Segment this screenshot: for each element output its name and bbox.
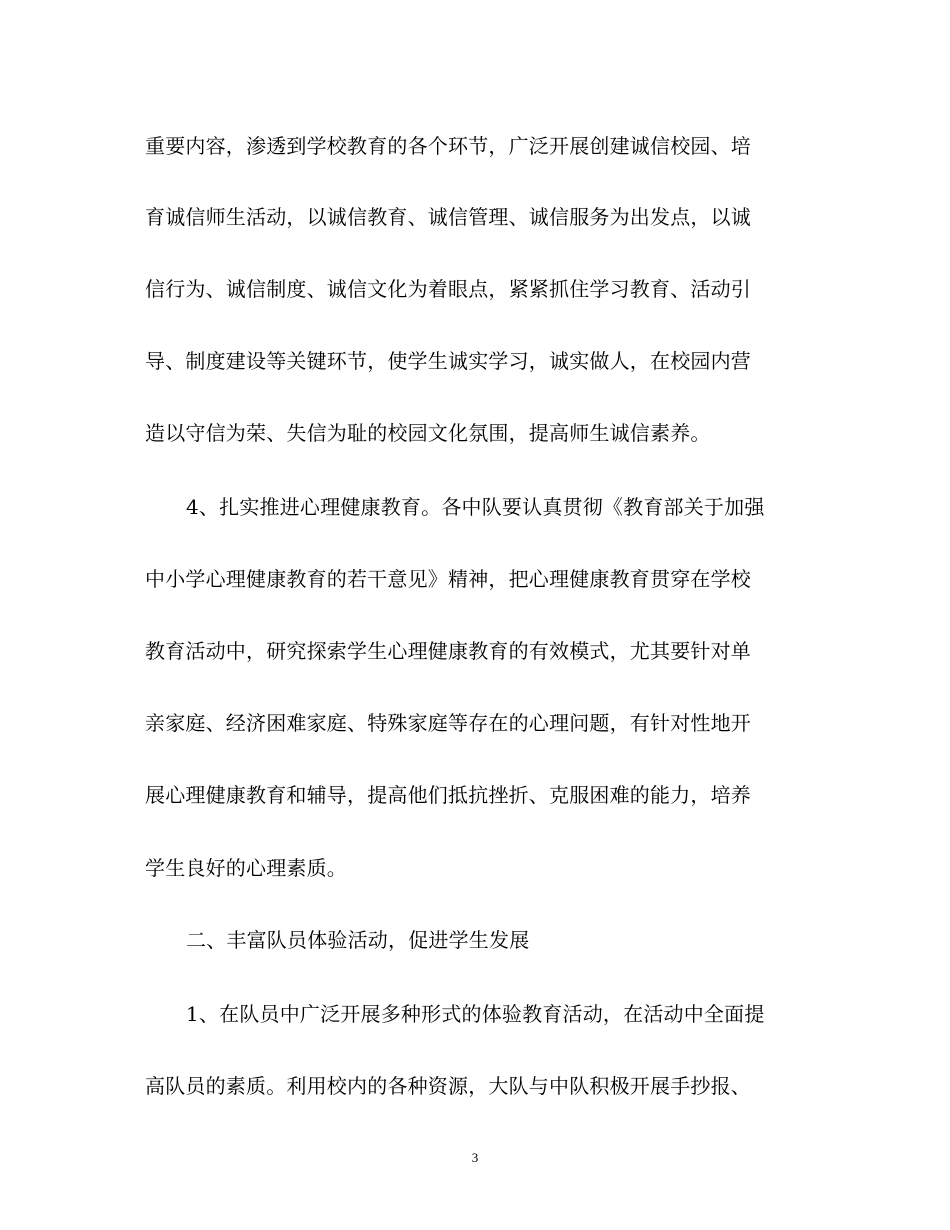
text-line: 1、在队员中广泛开展多种形式的体验教育活动，在活动中全面提 <box>186 1002 765 1026</box>
section-heading: 二、丰富队员体验活动，促进学生发展 <box>186 928 530 952</box>
text-line: 重要内容，渗透到学校教育的各个环节，广泛开展创建诚信校园、培 <box>145 134 751 158</box>
text-line: 造以守信为荣、失信为耻的校园文化氛围，提高师生诚信素养。 <box>145 421 711 445</box>
text-line: 导、制度建设等关键环节，使学生诚实学习，诚实做人，在校园内营 <box>145 349 751 373</box>
page-number: 3 <box>471 1150 479 1165</box>
text-line: 学生良好的心理素质。 <box>145 856 347 880</box>
text-line: 亲家庭、经济困难家庭、特殊家庭等存在的心理问题，有针对性地开 <box>145 711 751 735</box>
text-line: 4、扎实推进心理健康教育。各中队要认真贯彻《教育部关于加强 <box>186 495 765 519</box>
text-line: 中小学心理健康教育的若干意见》精神，把心理健康教育贯穿在学校 <box>145 567 751 591</box>
text-line: 展心理健康教育和辅导，提高他们抵抗挫折、克服困难的能力，培养 <box>145 783 751 807</box>
text-line: 高队员的素质。利用校内的各种资源，大队与中队积极开展手抄报、 <box>145 1074 751 1098</box>
text-line: 教育活动中，研究探索学生心理健康教育的有效模式，尤其要针对单 <box>145 639 751 663</box>
text-line: 信行为、诚信制度、诚信文化为着眼点，紧紧抓住学习教育、活动引 <box>145 277 751 301</box>
text-line: 育诚信师生活动，以诚信教育、诚信管理、诚信服务为出发点，以诚 <box>145 205 751 229</box>
